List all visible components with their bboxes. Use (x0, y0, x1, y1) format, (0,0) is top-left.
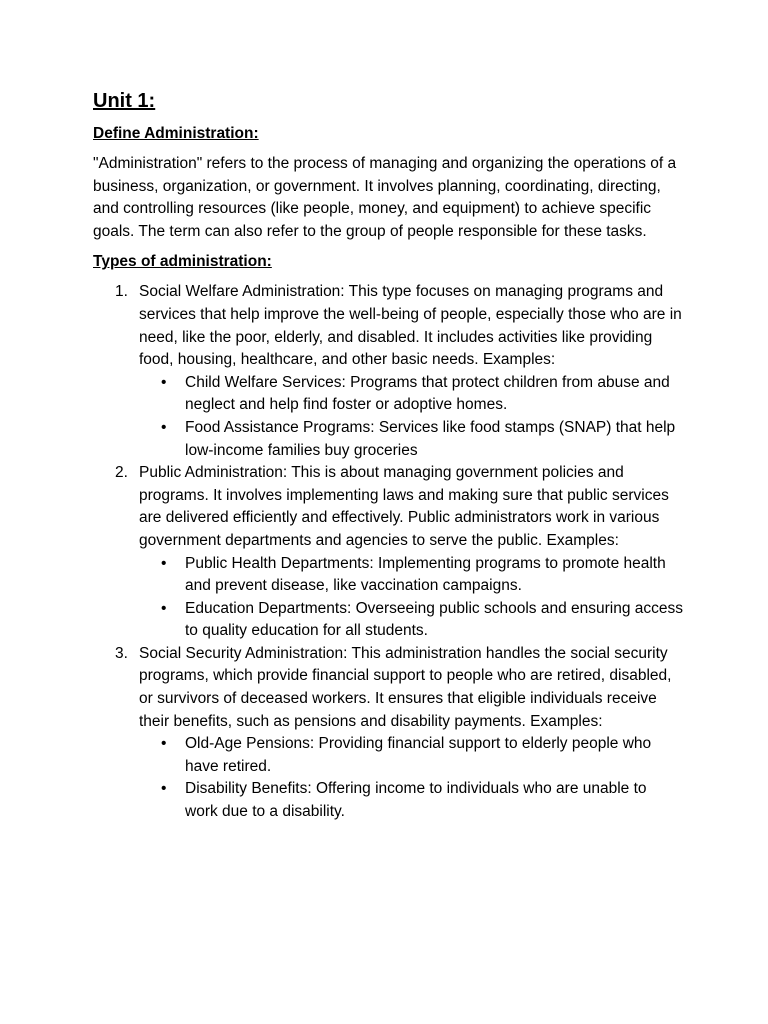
examples-list (139, 553, 683, 643)
example-item (139, 733, 683, 778)
type-item-text: Social Security Administration: This administration handles the social security programs, which provide financial support to people who are retired, disabled, or survivors of deceased workers. It ensures that eligible individuals receive their benefits, such as pensions and disability payments. Examples: (139, 644, 672, 730)
define-administration-heading: Define Administration: (93, 125, 259, 142)
examples-list (139, 733, 683, 823)
define-administration-paragraph: "Administration" refers to the process of managing and organizing the operations of a business, organization, or government. It involves planning, coordinating, directing, and controlling resources (like people, money, and equipment) to achieve specific goals. The term can also refer to the group of people responsible for these tasks. (93, 155, 677, 240)
example-text: Food Assistance Programs: Services like food stamps (SNAP) that help low-income families buy groceries (185, 418, 676, 459)
bullet-icon: • (161, 599, 167, 617)
list-number: 2. (115, 464, 128, 482)
type-item-text: Public Administration: This is about managing government policies and programs. It involves implementing laws and making sure that public services are delivered efficiently and effectively. Public administrators work in various government departments and agencies to serve the public. Examples: (139, 464, 669, 549)
example-text: Public Health Departments: Implementing programs to promote health and prevent disease, like vaccination campaigns. (185, 554, 666, 595)
bullet-icon: • (161, 373, 167, 391)
example-text: Child Welfare Services: Programs that protect children from abuse and neglect and help find foster or adoptive homes. (185, 373, 670, 414)
types-list (93, 281, 683, 823)
example-text: Old-Age Pensions: Providing financial support to elderly people who have retired. (185, 735, 652, 775)
types-of-administration-heading: Types of administration: (93, 253, 272, 271)
bullet-icon: • (161, 780, 167, 798)
type-item-social-welfare (93, 281, 683, 462)
bullet-icon: • (161, 554, 167, 572)
list-number: 1. (115, 283, 128, 301)
example-item (139, 372, 683, 417)
type-item-social-security (93, 643, 683, 824)
bullet-icon: • (161, 735, 167, 753)
example-item (139, 417, 683, 462)
type-item-text: Social Welfare Administration: This type focuses on managing programs and services that help improve the well-being of people, especially those who are in need, like the poor, elderly, and disabled. It includes activities like providing food, housing, healthcare, and other basic needs. Examples: (139, 283, 682, 369)
unit-title: Unit 1: (93, 90, 156, 112)
type-item-public (93, 462, 683, 643)
example-item (139, 778, 683, 823)
examples-list (139, 372, 683, 462)
bullet-icon: • (161, 418, 167, 436)
example-text: Disability Benefits: Offering income to individuals who are unable to work due to a disability. (185, 780, 647, 821)
list-number: 3. (115, 644, 128, 662)
example-item (139, 598, 683, 643)
example-item (139, 553, 683, 598)
document-page (93, 88, 683, 824)
example-text: Education Departments: Overseeing public schools and ensuring access to quality education for all students. (185, 599, 683, 640)
